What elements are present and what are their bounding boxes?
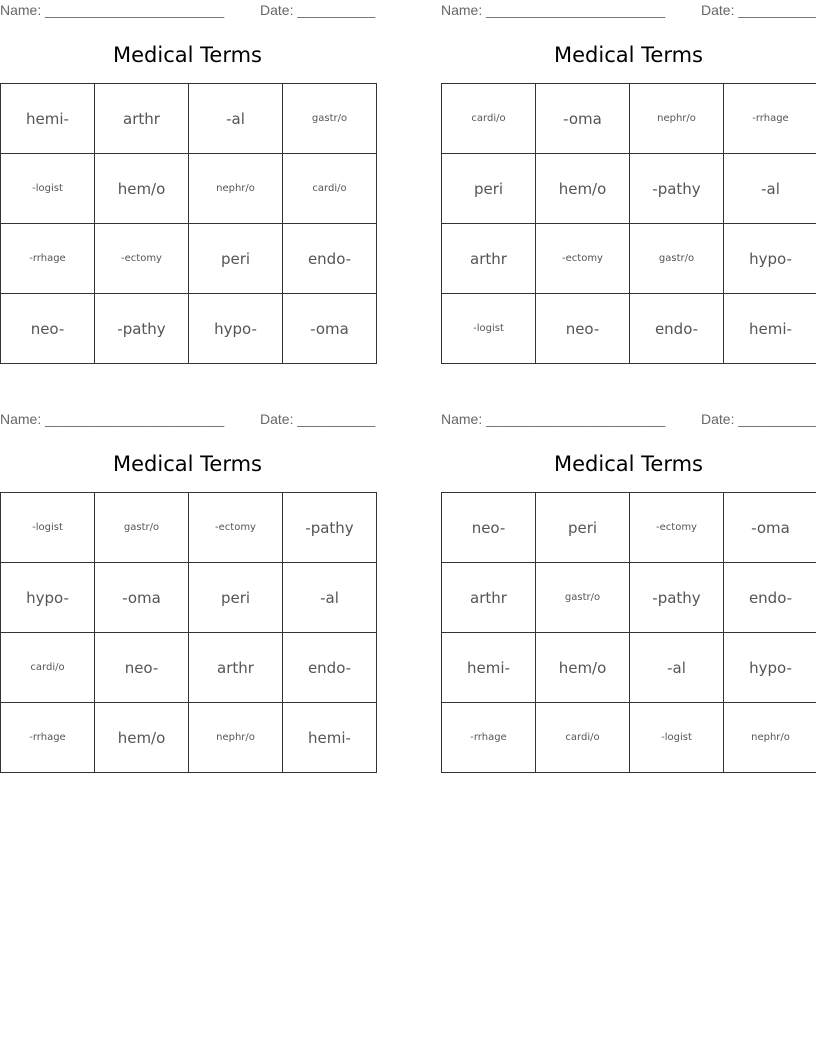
name-field-label: Name: _______________________: [0, 2, 225, 18]
grid-cell: -logist: [630, 703, 724, 773]
grid-cell: hemi-: [283, 703, 377, 773]
grid-row: [1, 154, 377, 224]
grid-cell: -pathy: [283, 493, 377, 563]
grid-cell: -oma: [536, 84, 630, 154]
grid-cell: nephr/o: [724, 703, 816, 773]
bingo-card-2: [441, 0, 816, 364]
grid-cell: hem/o: [95, 154, 189, 224]
grid-cell: -oma: [724, 493, 816, 563]
name-field-label: Name: _______________________: [0, 411, 225, 427]
grid-cell: -ectomy: [630, 493, 724, 563]
grid-row: [1, 703, 377, 773]
grid-cell: nephr/o: [189, 154, 283, 224]
grid-cell: hem/o: [95, 703, 189, 773]
grid-cell: arthr: [189, 633, 283, 703]
grid-cell: peri: [189, 224, 283, 294]
grid-row: [1, 84, 377, 154]
grid-cell: -al: [630, 633, 724, 703]
grid-cell: hypo-: [724, 224, 816, 294]
grid-cell: -rrhage: [1, 703, 95, 773]
grid-cell: -pathy: [630, 563, 724, 633]
grid-cell: -logist: [1, 493, 95, 563]
bingo-card-4: [441, 409, 816, 773]
grid-cell: -al: [189, 84, 283, 154]
grid-cell: hemi-: [724, 294, 816, 364]
grid-cell: cardi/o: [1, 633, 95, 703]
grid-cell: neo-: [1, 294, 95, 364]
grid-cell: endo-: [630, 294, 724, 364]
grid-cell: neo-: [536, 294, 630, 364]
grid-cell: hemi-: [442, 633, 536, 703]
grid-cell: nephr/o: [630, 84, 724, 154]
grid-row: [1, 493, 377, 563]
grid-cell: hypo-: [189, 294, 283, 364]
card-title: Medical Terms: [554, 43, 703, 67]
card-title: Medical Terms: [554, 452, 703, 476]
grid-cell: -pathy: [630, 154, 724, 224]
grid-cell: -al: [724, 154, 816, 224]
grid-cell: gastr/o: [536, 563, 630, 633]
grid-row: [442, 224, 816, 294]
bingo-grid: [441, 492, 816, 773]
grid-row: [442, 633, 816, 703]
grid-row: [442, 154, 816, 224]
grid-row: [442, 563, 816, 633]
grid-cell: -logist: [1, 154, 95, 224]
grid-cell: -ectomy: [189, 493, 283, 563]
grid-cell: neo-: [95, 633, 189, 703]
grid-cell: cardi/o: [536, 703, 630, 773]
bingo-card-1: [0, 0, 375, 364]
grid-row: [1, 563, 377, 633]
grid-cell: arthr: [442, 224, 536, 294]
grid-cell: -ectomy: [95, 224, 189, 294]
grid-row: [1, 224, 377, 294]
grid-cell: hypo-: [724, 633, 816, 703]
grid-cell: -pathy: [95, 294, 189, 364]
grid-cell: nephr/o: [189, 703, 283, 773]
bingo-card-3: [0, 409, 375, 773]
grid-cell: peri: [442, 154, 536, 224]
bingo-grid: [0, 492, 377, 773]
grid-cell: -al: [283, 563, 377, 633]
grid-row: [442, 493, 816, 563]
bingo-grid: [441, 83, 816, 364]
grid-cell: -ectomy: [536, 224, 630, 294]
grid-cell: endo-: [283, 633, 377, 703]
date-field-label: Date: __________: [701, 411, 816, 427]
grid-cell: -oma: [283, 294, 377, 364]
grid-cell: endo-: [283, 224, 377, 294]
grid-cell: peri: [189, 563, 283, 633]
grid-cell: endo-: [724, 563, 816, 633]
grid-cell: -rrhage: [724, 84, 816, 154]
date-field-label: Date: __________: [260, 2, 376, 18]
grid-cell: -oma: [95, 563, 189, 633]
grid-cell: hemi-: [1, 84, 95, 154]
date-field-label: Date: __________: [260, 411, 376, 427]
name-field-label: Name: _______________________: [441, 2, 666, 18]
card-title: Medical Terms: [113, 43, 262, 67]
grid-cell: -rrhage: [442, 703, 536, 773]
grid-cell: -rrhage: [1, 224, 95, 294]
card-title: Medical Terms: [113, 452, 262, 476]
grid-row: [442, 294, 816, 364]
grid-cell: hypo-: [1, 563, 95, 633]
grid-cell: neo-: [442, 493, 536, 563]
grid-cell: gastr/o: [95, 493, 189, 563]
grid-cell: peri: [536, 493, 630, 563]
date-field-label: Date: __________: [701, 2, 816, 18]
grid-cell: gastr/o: [630, 224, 724, 294]
grid-cell: arthr: [442, 563, 536, 633]
bingo-grid: [0, 83, 377, 364]
grid-row: [442, 703, 816, 773]
grid-cell: hem/o: [536, 633, 630, 703]
grid-cell: -logist: [442, 294, 536, 364]
grid-cell: cardi/o: [442, 84, 536, 154]
grid-row: [1, 633, 377, 703]
grid-cell: gastr/o: [283, 84, 377, 154]
grid-cell: hem/o: [536, 154, 630, 224]
grid-row: [1, 294, 377, 364]
grid-cell: cardi/o: [283, 154, 377, 224]
grid-row: [442, 84, 816, 154]
name-field-label: Name: _______________________: [441, 411, 666, 427]
grid-cell: arthr: [95, 84, 189, 154]
